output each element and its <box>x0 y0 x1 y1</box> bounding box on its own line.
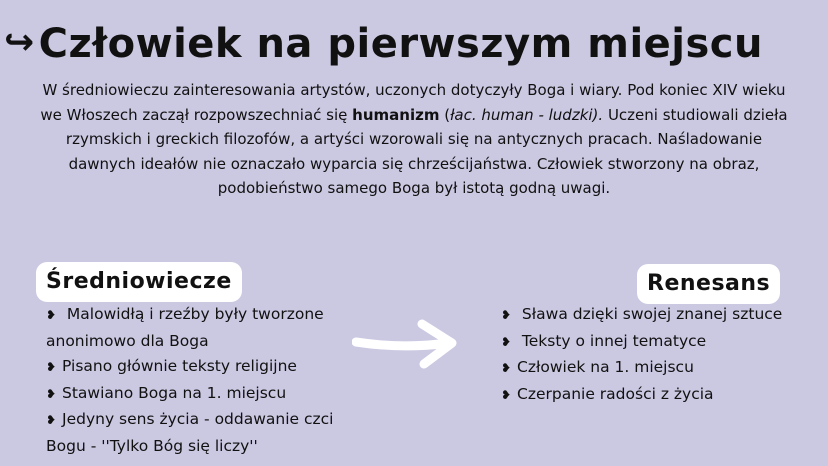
heading-sredniowiecze: Średniowiecze <box>36 262 242 302</box>
sredniowiecze-list <box>46 302 346 459</box>
list-item: ❥ Malowidłą i rzeźby były tworzone anonimowo dla Boga <box>46 305 324 350</box>
intro-text-1: W średniowieczu zainteresowania artystów, uczonych dotyczyły Boga i wiary. Pod koniec XIV wieku we Włoszech zaczął rozpowszechniać się <box>40 81 786 124</box>
heart-bullet-icon: ❥ <box>501 334 512 349</box>
heading-renesans: Renesans <box>637 264 780 304</box>
heart-bullet-icon: ❥ <box>46 386 57 401</box>
heart-bullet-icon: ❥ <box>501 361 512 375</box>
intro-italic-note: łac. human - ludzki). <box>450 105 604 124</box>
page-title-text: Człowiek na pierwszym miejscu <box>38 21 763 67</box>
list-item: ❥ Czerpanie radości z życia <box>501 382 791 409</box>
intro-text-2: ( <box>439 105 451 124</box>
heart-bullet-icon: ❥ <box>46 413 57 427</box>
renesans-list <box>501 302 791 408</box>
heart-bullet-icon: ❥ <box>46 360 57 374</box>
list-item: ❥ Jedyny sens życia - oddawanie czci Bogu - ''Tylko Bóg się liczy'' <box>46 410 334 455</box>
heart-bullet-icon: ❥ <box>501 387 512 402</box>
return-arrow-icon: ↪ <box>4 22 35 63</box>
list-item: ❥ Stawiano Boga na 1. miejscu <box>46 381 346 408</box>
list-item: ❥ Pisano głównie teksty religijne <box>46 354 346 381</box>
right-arrow-icon <box>352 318 460 370</box>
intro-bold-term: humanizm <box>352 105 440 124</box>
page-title <box>4 6 828 84</box>
heart-bullet-icon: ❥ <box>501 308 512 322</box>
heart-bullet-icon: ❥ <box>46 308 57 322</box>
intro-text-3: Uczeni studiowali dzieła rzymskich i greckich filozofów, a artyści wzorowali się na antycznych pracach. Naśladowanie dawnych ideałów nie oznaczało wyparcia się chrześcijaństwa. Człowiek stworzony na obraz, podobieństwo samego Boga był istotą godną uwagi. <box>65 105 788 197</box>
list-item: ❥ Sława dzięki swojej znanej sztuce <box>501 302 791 329</box>
list-item: ❥ Teksty o innej tematyce <box>501 329 791 356</box>
intro-paragraph <box>36 78 792 201</box>
list-item: ❥ Człowiek na 1. miejscu <box>501 355 791 382</box>
